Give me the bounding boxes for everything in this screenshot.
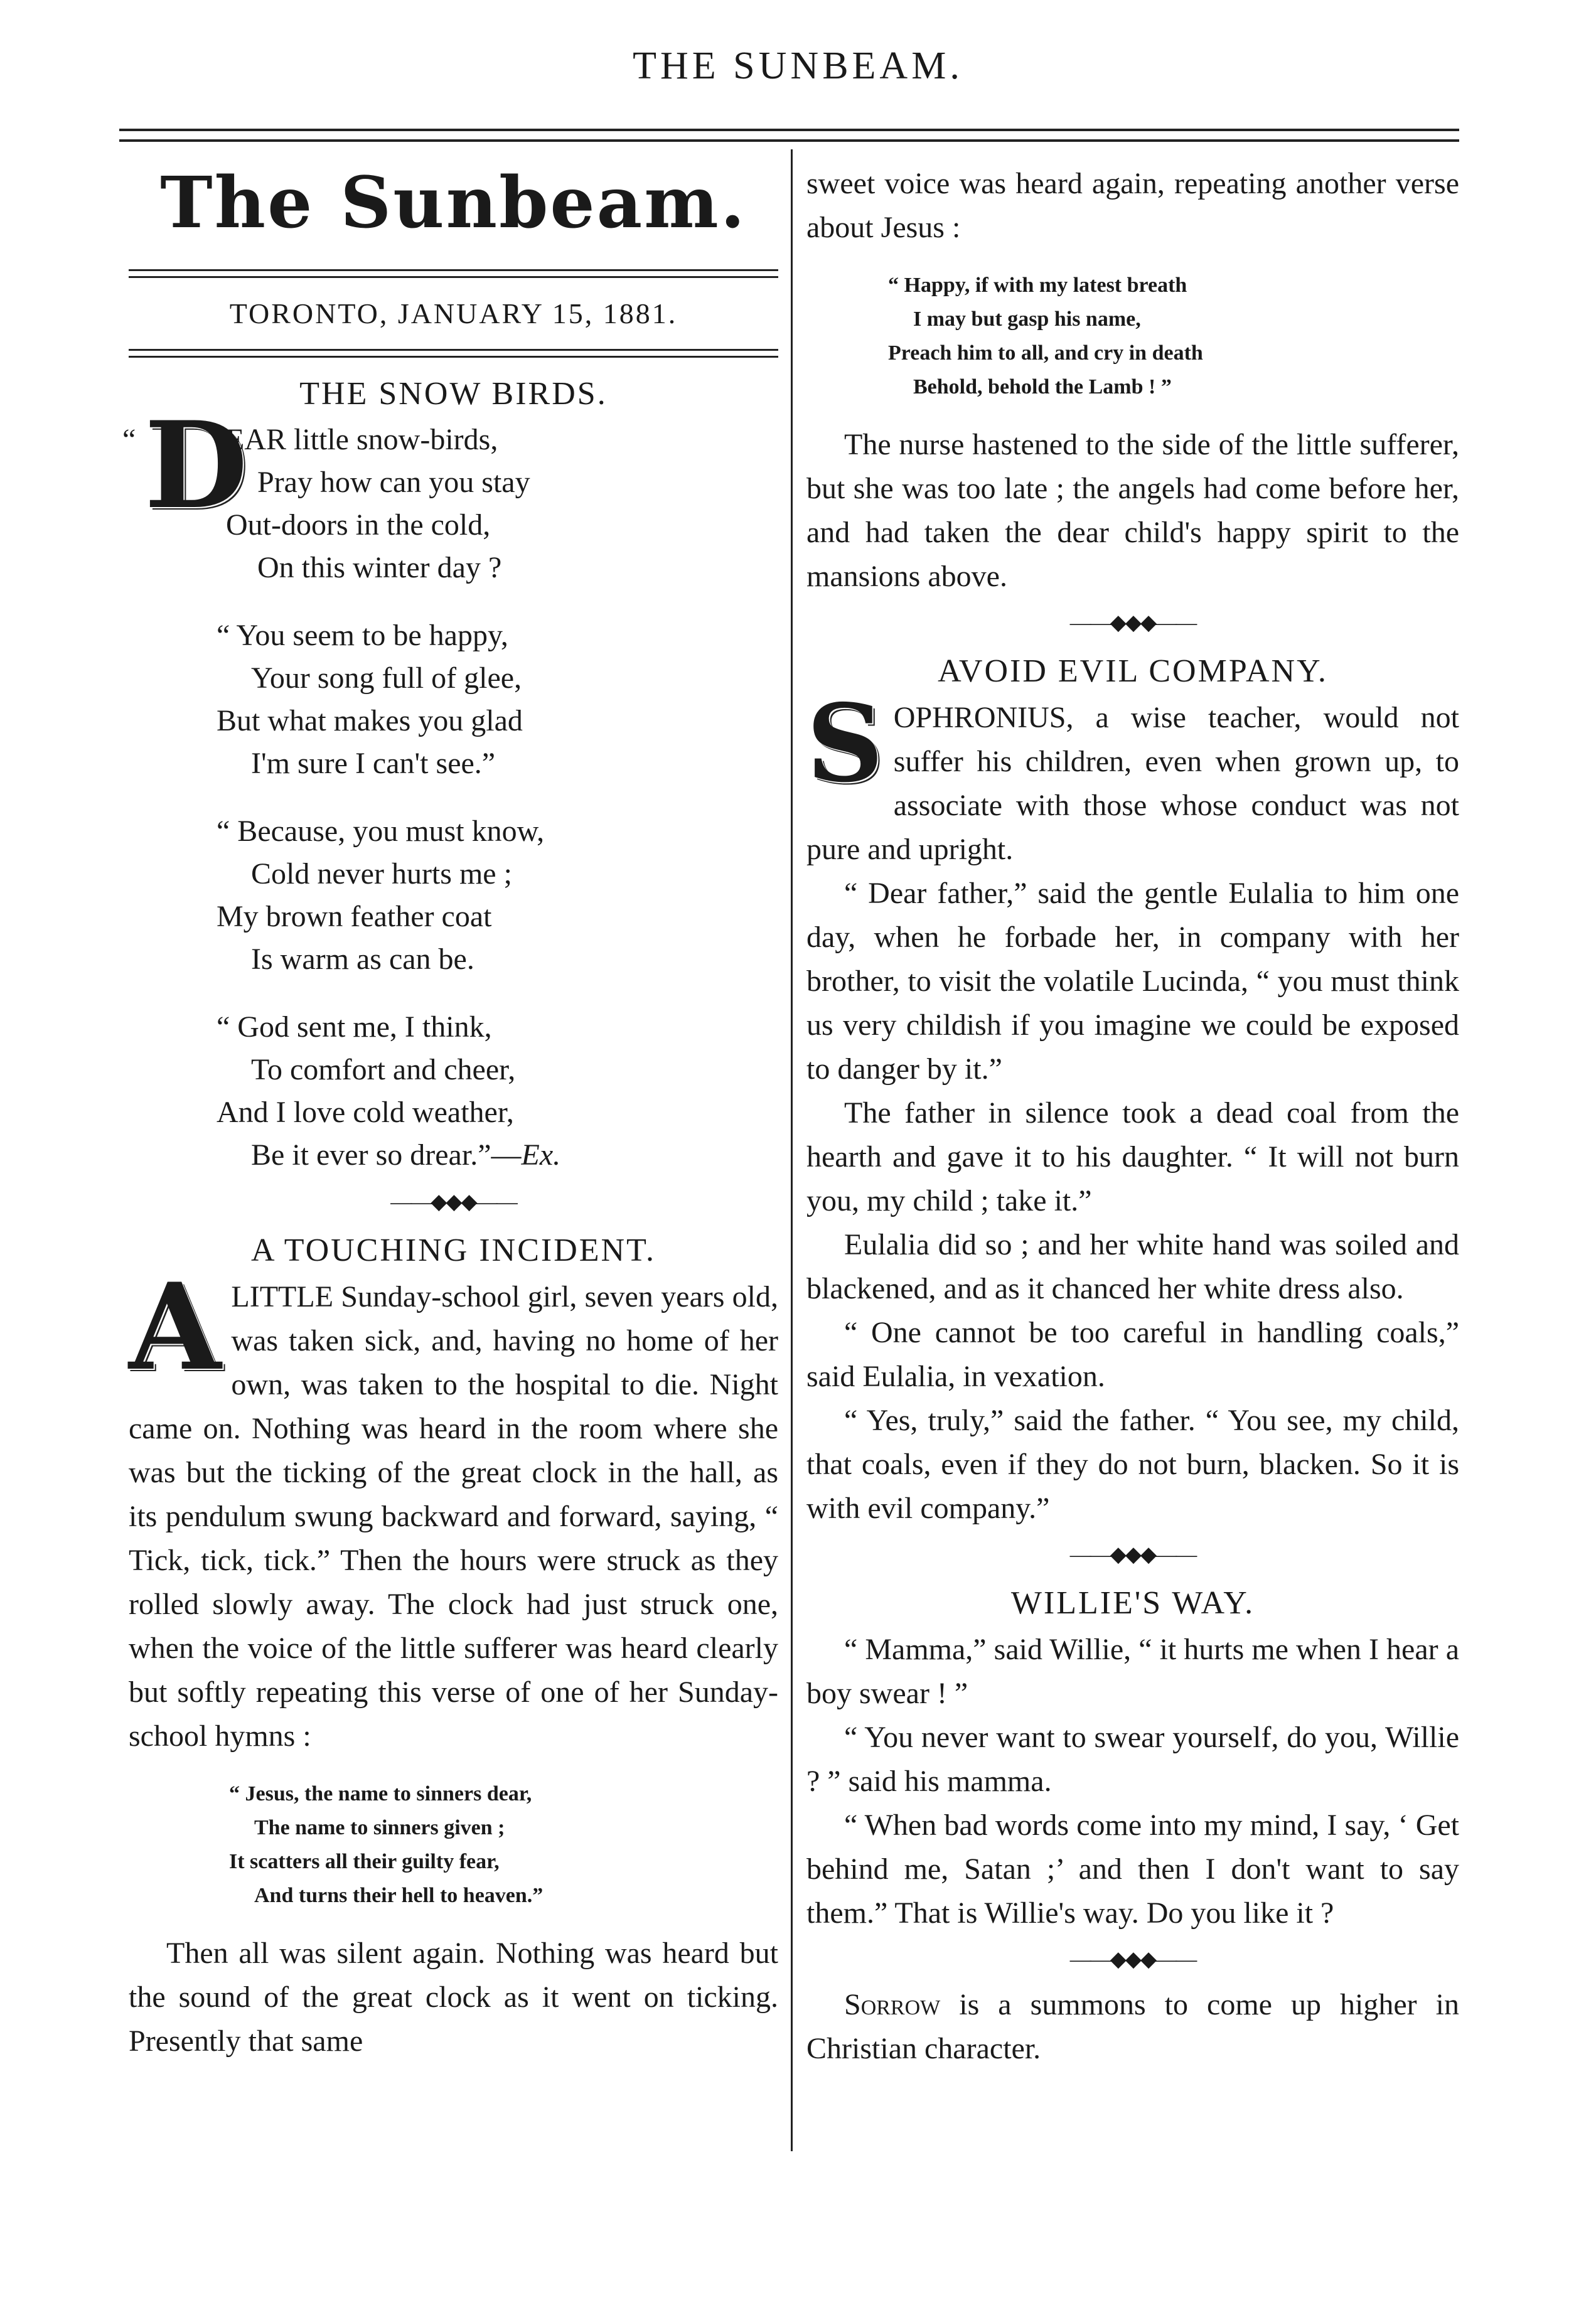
- hymn-verse: [888, 269, 1459, 404]
- hymn-verse: [229, 1777, 778, 1913]
- top-rule-2: [119, 139, 1459, 142]
- ornament-divider: ——◆◆◆——: [1069, 1543, 1196, 1566]
- ornament-divider: ——◆◆◆——: [1069, 1948, 1196, 1971]
- sorrow-para: [806, 1983, 1459, 2071]
- evil-company-title: AVOID EVIL COMPANY.: [938, 653, 1328, 689]
- touching-incident-para: The nurse hastened to the side of the little sufferer, but she was too late ; the angels had come before her, and had taken the dear child's happy spirit to the mansions above.: [806, 428, 1459, 593]
- evil-company-para: Eulalia did so ; and her white hand was soiled and blackened, and as it chanced her white dress also.: [806, 1228, 1459, 1305]
- ornament-divider: ——◆◆◆——: [1069, 611, 1196, 634]
- poem-line: But what makes you glad: [217, 704, 523, 737]
- para-text: OPHRONIUS, a wise teacher, would not suffer his children, even when grown up, to associate with those whose conduct was not pure and upright.: [806, 701, 1459, 866]
- poem-line: Your song full of glee,: [251, 661, 522, 695]
- poem-line: Is warm as can be.: [251, 943, 474, 976]
- poem-line: Pray how can you stay: [257, 466, 530, 499]
- verse-line: The name to sinners given ;: [254, 1816, 505, 1839]
- dropcap-a: A: [129, 1257, 222, 1397]
- verse-line: “ Happy, if with my latest breath: [888, 274, 1187, 297]
- poem-line: I'm sure I can't see.”: [251, 747, 496, 780]
- column-divider: [791, 149, 793, 2151]
- verse-line: “ Jesus, the name to sinners dear,: [229, 1782, 532, 1805]
- verse-line: It scatters all their guilty fear,: [229, 1850, 500, 1873]
- dateline-rule: [129, 349, 778, 358]
- poem-line: To comfort and cheer,: [251, 1053, 516, 1086]
- willies-way-para: “ Mamma,” said Willie, “ it hurts me when I hear a boy swear ! ”: [806, 1633, 1459, 1710]
- poem-stanza: [217, 1006, 778, 1177]
- touching-incident-para: sweet voice was heard again, repeating another verse about Jesus :: [806, 167, 1459, 244]
- evil-company-para: “ One cannot be too careful in handling coals,” said Eulalia, in vexation.: [806, 1316, 1459, 1393]
- touching-incident-para: Then all was silent again. Nothing was heard but the sound of the great clock as it went on ticking. Presently that same: [129, 1937, 778, 2058]
- poem-line: Out-doors in the cold,: [226, 508, 491, 542]
- poem-line: My brown feather coat: [217, 900, 492, 933]
- poem-stanza: [217, 810, 778, 981]
- poem-line: On this winter day ?: [257, 551, 502, 584]
- running-head: THE SUNBEAM.: [633, 45, 963, 87]
- dateline: TORONTO, JANUARY 15, 1881.: [229, 297, 678, 329]
- evil-company-para: “ Dear father,” said the gentle Eulalia to him one day, when he forbade her, in company with her brother, to visit the volatile Lucinda, “ you must think us very childish if you imagine we could be exposed to danger by it.”: [806, 877, 1459, 1086]
- poem-line: And I love cold weather,: [217, 1096, 514, 1129]
- attribution: Ex.: [521, 1138, 561, 1172]
- touching-incident-para: [129, 1257, 778, 1758]
- touching-incident-title: A TOUCHING INCIDENT.: [251, 1232, 656, 1268]
- para-text: LITTLE Sunday-school girl, seven years old, was taken sick, and, having no home of her own, was taken to the hospital to die. Night came on. Nothing was heard in the room where she was but the ticking of the great clock in the hall, as its pendulum swung backward and forward, saying, “ Tick, tick, tick.” Then the hours were struck as they rolled slowly away. The clock had just struck one, when the voice of the little sufferer was heard clearly but softly repeating this verse of one of her Sunday-school hymns :: [129, 1280, 778, 1753]
- poem-line: “ You seem to be happy,: [217, 619, 508, 652]
- sorrow-lead: Sorrow: [844, 1988, 941, 2021]
- open-quote: “: [122, 423, 136, 456]
- willies-way-para: “ You never want to swear yourself, do you, Willie ? ” said his mamma.: [806, 1721, 1459, 1798]
- poem-line: “ Because, you must know,: [217, 815, 545, 848]
- dropcap-d: D: [144, 395, 248, 535]
- willies-way-title: WILLIE'S WAY.: [1010, 1585, 1255, 1621]
- poem-line: Cold never hurts me ;: [251, 857, 512, 890]
- ornament-divider: ——◆◆◆——: [390, 1190, 517, 1214]
- evil-company-para: [806, 681, 1459, 872]
- verse-line: And turns their hell to heaven.”: [254, 1884, 544, 1907]
- verse-line: Preach him to all, and cry in death: [888, 341, 1203, 365]
- top-rule: [119, 129, 1459, 131]
- verse-line: I may but gasp his name,: [913, 307, 1141, 331]
- left-column: [122, 149, 778, 2063]
- verse-line: Behold, behold the Lamb ! ”: [913, 375, 1172, 398]
- evil-company-para: The father in silence took a dead coal from the hearth and gave it to his daughter. “ It will not burn you, my child ; take it.”: [806, 1096, 1459, 1217]
- poem-stanza: [217, 614, 778, 785]
- poem-line: Be it ever so drear.”—: [251, 1138, 522, 1172]
- snow-birds-title: THE SNOW BIRDS.: [299, 376, 608, 412]
- dropcap-s: S: [806, 681, 884, 806]
- masthead: The Sunbeam.: [160, 162, 747, 244]
- snow-birds-poem: [122, 395, 778, 1177]
- sorrow-text: is a summons to come up higher in Christian character.: [806, 1988, 1459, 2065]
- poem-line: “ God sent me, I think,: [217, 1010, 492, 1044]
- poem-line: EAR little snow-birds,: [226, 423, 498, 456]
- evil-company-para: “ Yes, truly,” said the father. “ You see, my child, that coals, even if they do not burn, blacken. So it is with evil company.”: [806, 1404, 1459, 1525]
- willies-way-para: “ When bad words come into my mind, I say, ‘ Get behind me, Satan ;’ and then I don't want to say them.” That is Willie's way. Do you like it ?: [806, 1809, 1459, 1930]
- right-column: [806, 149, 1459, 2071]
- masthead-rule: [129, 269, 778, 278]
